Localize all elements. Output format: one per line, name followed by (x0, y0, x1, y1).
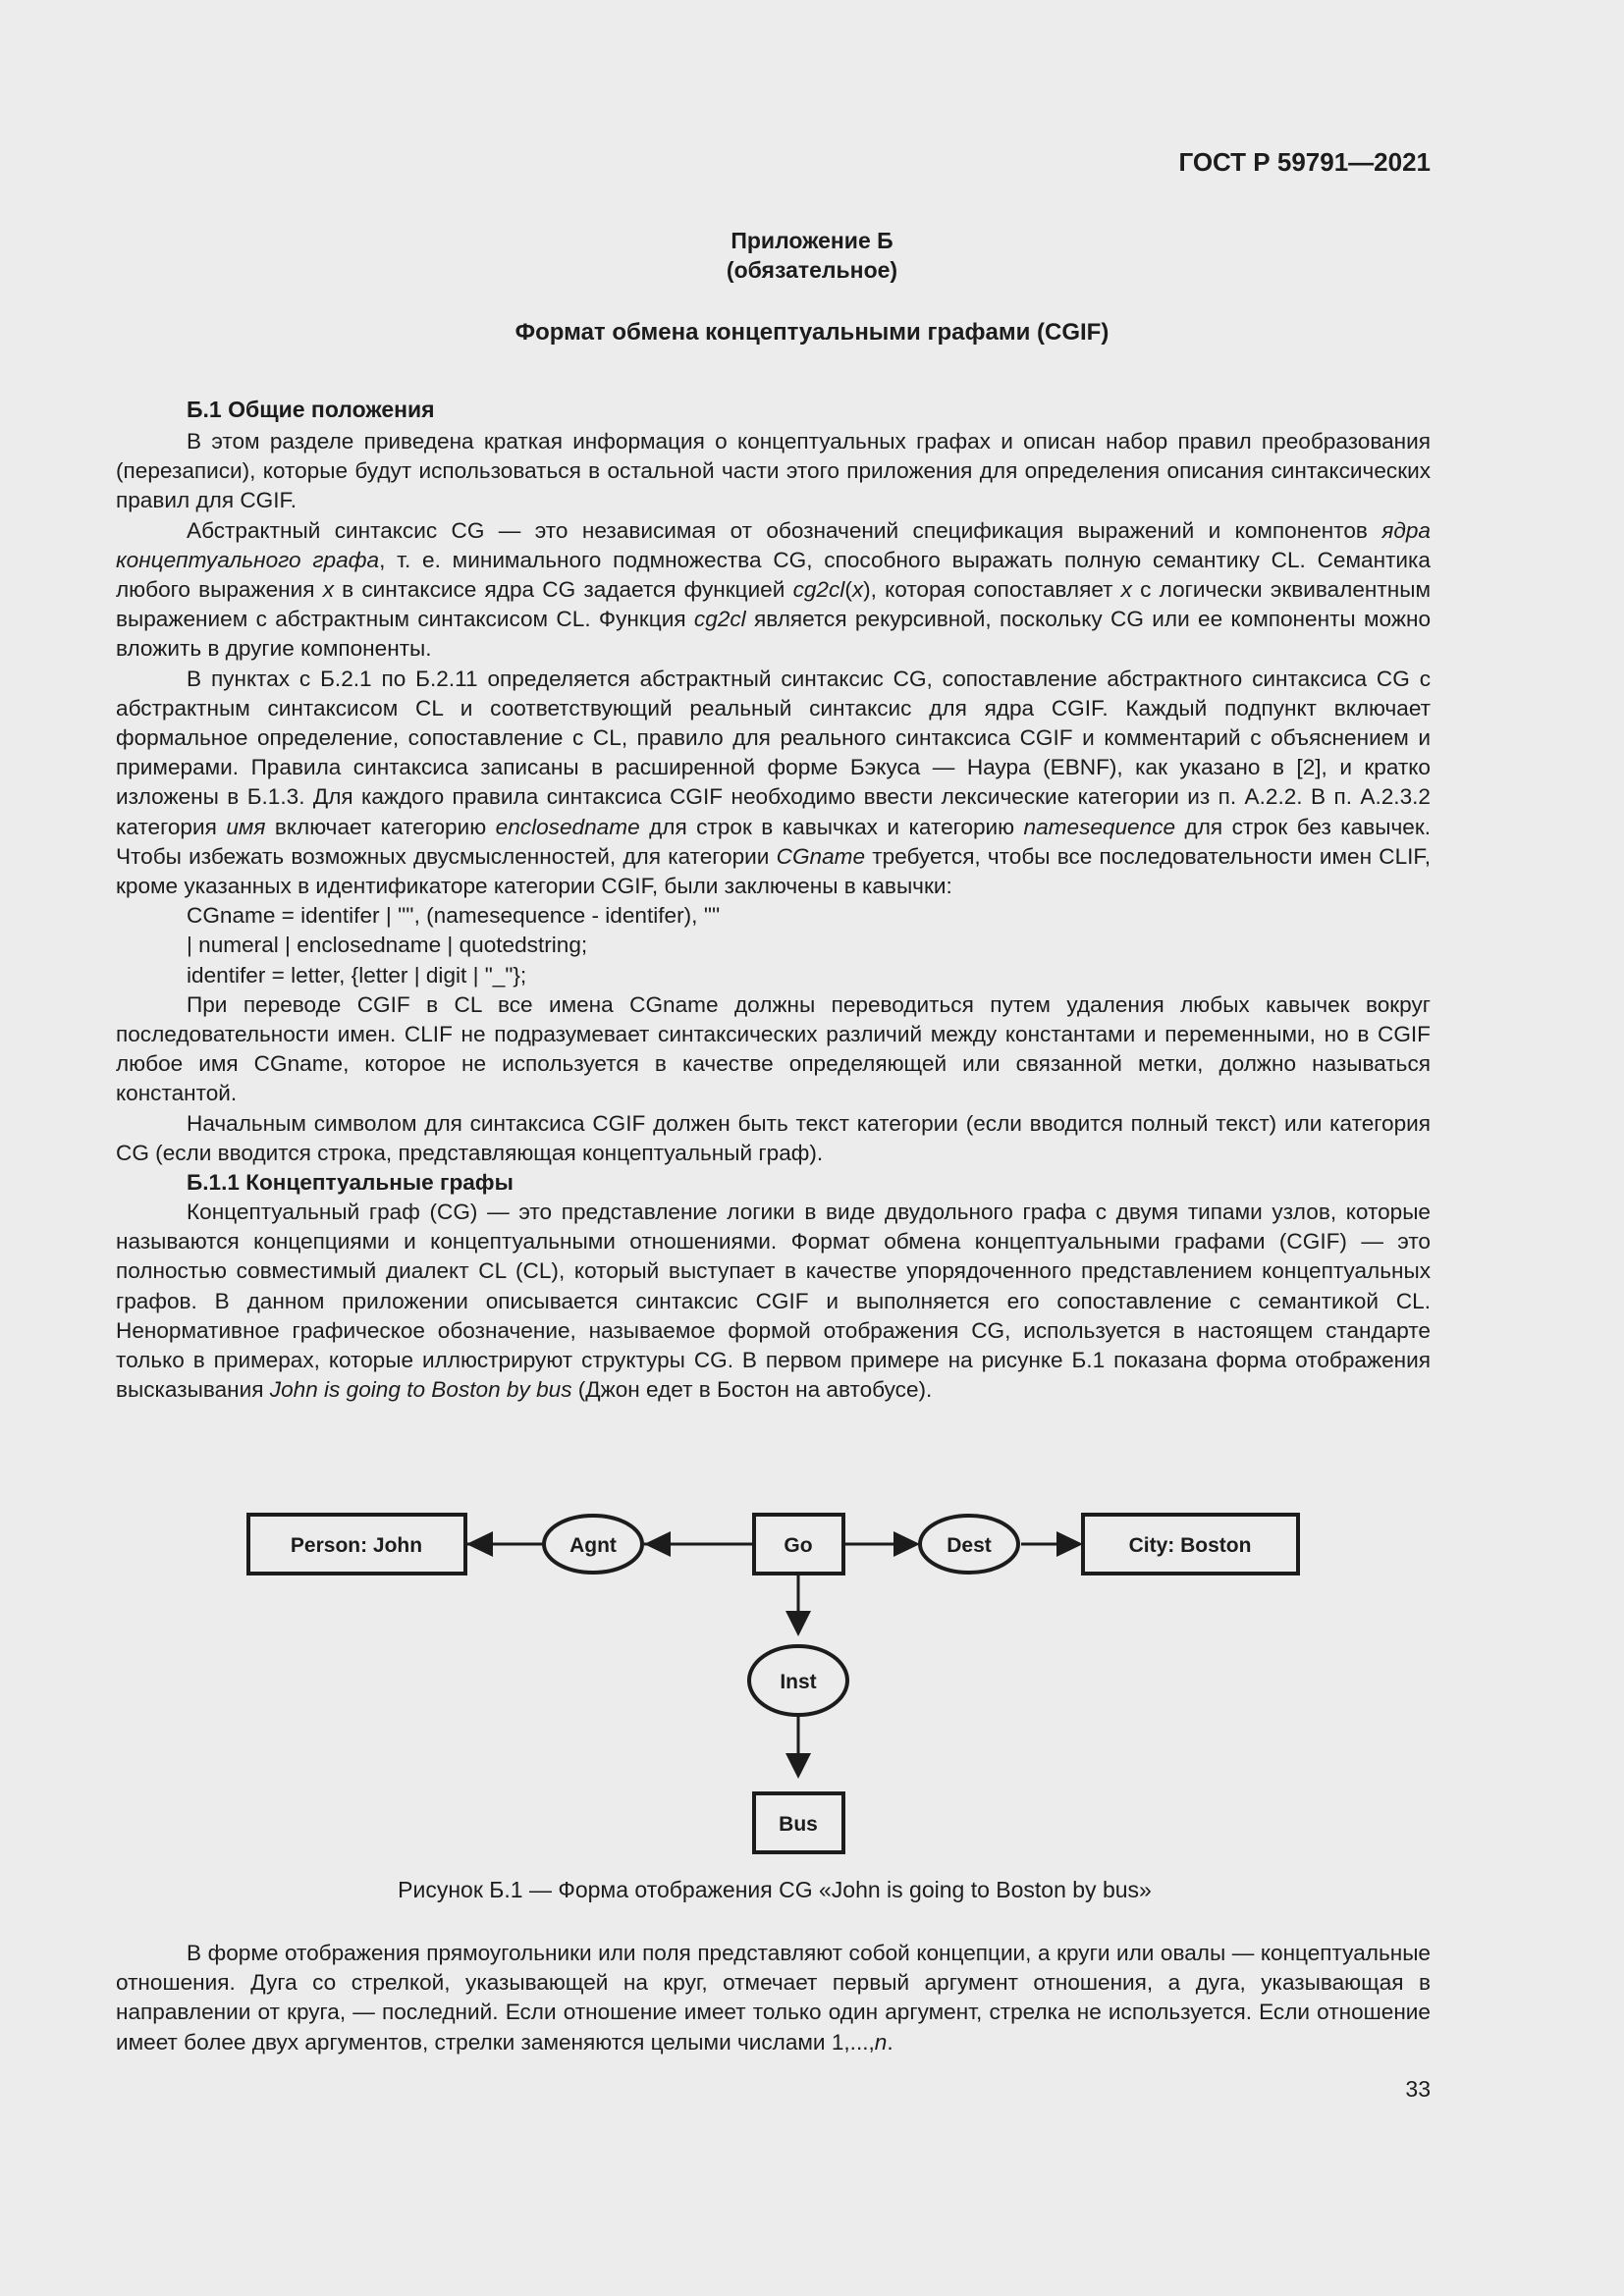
annex-heading (0, 226, 1624, 285)
annex-status: (обязательное) (726, 257, 898, 283)
paragraph: Начальным символом для синтаксиса CGIF должен быть текст категории (если вводится полный текст) или категория CG (если вводится строка, представляющая концептуальный граф). (116, 1110, 1431, 1165)
arrow-go-to-dest (893, 1531, 920, 1557)
paragraph: При переводе CGIF в CL все имена CGname должны переводиться путем удаления любых кавычек вокруг последовательности имен. CLIF не подразумевает синтаксических различий между константами и переменными, но в CGIF любое имя CGname, которое не используется в качестве определяющей или связанной метки, должно называться константой. (116, 991, 1431, 1106)
concept-person-label: Person: John (290, 1534, 423, 1557)
paragraph: В пунктах с Б.2.1 по Б.2.11 определяется абстрактный синтаксис CG, сопоставление абстрактного синтаксиса CG с абстрактным синтаксисом CL и соответствующий реальный синтаксис для ядра CGIF. Каждый подпункт включает формальное определение, сопоставление с CL, правило для реального синтаксиса CGIF и комментарий с объяснением и примерами. Правила синтаксиса записаны в расширенной форме Бэкуса — Наура (EBNF), как указано в [2], и кратко изложены в Б.1.3. Для каждого правила синтаксиса CGIF необходимо ввести лексические категории из п. А.2.2. В п. А.2.3.2 категория имя включает категорию enclosedname для строк в кавычках и категорию namesequence для строк без кавычек. Чтобы избежать возможных двусмысленностей, для категории CGname требуется, чтобы все последовательности имен CLIF, кроме указанных в идентификаторе категории CGIF, были заключены в кавычки: (116, 666, 1431, 899)
grammar-line: CGname = identifer | '"', (namesequence - identifer), '"' (187, 903, 721, 929)
arrow-go-to-inst (785, 1611, 811, 1636)
paragraph: В форме отображения прямоугольники или поля представляют собой концепции, а круги или овалы — концептуальные отношения. Дуга со стрелкой, указывающей на круг, отмечает первый аргумент отношения, а дуга, указывающая в направлении от круга, — последний. Если отношение имеет только один аргумент, стрелка не используется. Если отношение имеет более двух аргументов, стрелки заменяются целыми числами 1,...,n. (116, 1941, 1431, 2055)
concept-city-label: City: Boston (1128, 1534, 1252, 1557)
cg-diagram (0, 1502, 1624, 1865)
concept-bus-label: Bus (779, 1813, 818, 1836)
grammar-rules (187, 901, 1431, 990)
paragraph: В этом разделе приведена краткая информация о концептуальных графах и описан набор правил преобразования (перезаписи), которые будут использоваться в остальной части этого приложения для определения описания синтаксических правил для CGIF. (116, 429, 1431, 513)
paragraph: Абстрактный синтаксис CG — это независимая от обозначений спецификация выражений и компонентов ядра концептуального графа, т. е. минимального подмножества CG, способного выражать полную семантику CL. Семантика любого выражения x в синтаксисе ядра CG задается функцией cg2cl(x), которая сопоставляет x с логически эквивалентным выражением с абстрактным синтаксисом CL. Функция cg2cl является рекурсивной, поскольку CG или ее компоненты можно вложить в другие компоненты. (116, 517, 1432, 662)
after-figure-text (116, 1939, 1431, 2057)
arrow-go-to-agnt (644, 1531, 671, 1557)
arrow-inst-to-bus (785, 1753, 811, 1779)
section-b1 (116, 395, 1431, 1406)
arrow-dest-to-city (1056, 1531, 1083, 1557)
figure-caption: Рисунок Б.1 — Форма отображения CG «John is going to Boston by bus» (398, 1877, 1152, 1902)
relation-agnt-label: Agnt (569, 1534, 617, 1557)
subsection-heading: Б.1.1 Концептуальные графы (187, 1170, 514, 1196)
cg-display-figure (0, 1502, 1624, 1865)
relation-dest-label: Dest (947, 1534, 992, 1557)
annex-title: Формат обмена концептуальными графами (CGIF) (514, 319, 1110, 346)
paragraph: Концептуальный граф (CG) — это представление логики в виде двудольного графа с двумя типами узлов, которые называются концепциями и концептуальными отношениями. Формат обмена концептуальными графами (CGIF) — это полностью совместимый диалект CL (CL), который выступает в качестве упорядоченного представлением концептуальных графов. В данном приложении описывается синтаксис CGIF и выполняется его сопоставление с семантикой CL. Ненормативное графическое обозначение, называемое формой отображения CG, используется в настоящем стандарте только в примерах, которые иллюстрируют структуры CG. В первом примере на рисунке Б.1 показана форма отображения высказывания John is going to Boston by bus (Джон едет в Бостон на автобусе). (116, 1200, 1431, 1403)
page-number: 33 (1405, 2076, 1431, 2102)
grammar-line: identifer = letter, {letter | digit | "_"}; (187, 962, 527, 988)
annex-label: Приложение Б (731, 228, 893, 253)
relation-inst-label: Inst (780, 1671, 817, 1693)
section-heading: Б.1 Общие положения (187, 397, 435, 422)
grammar-line: | numeral | enclosedname | quotedstring; (187, 933, 588, 958)
standard-code: ГОСТ Р 59791—2021 (1178, 147, 1431, 177)
concept-go-label: Go (784, 1534, 813, 1557)
arrow-agnt-to-person (466, 1531, 493, 1557)
